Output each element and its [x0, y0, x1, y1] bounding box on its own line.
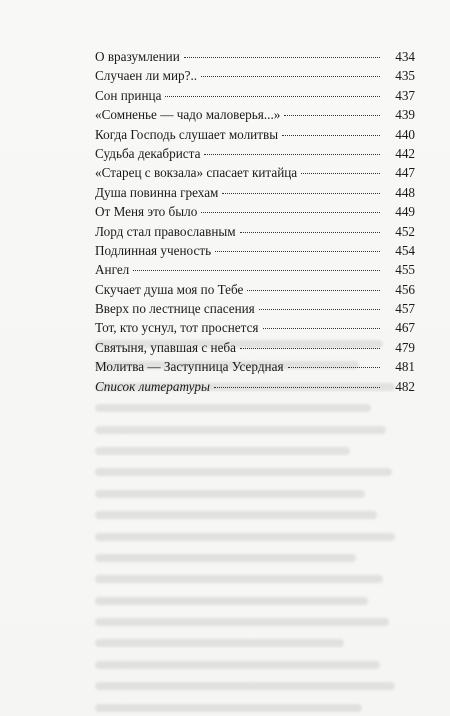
bleed-line [95, 554, 356, 562]
toc-entry [95, 47, 415, 66]
toc-entry-title: Ангел [95, 262, 130, 278]
toc-entry [95, 377, 415, 396]
toc-entry-title: «Старец с вокзала» спасает китайца [95, 165, 298, 181]
toc-entry-page-number: 442 [395, 145, 415, 161]
toc-leader-dots [288, 367, 380, 368]
toc-entry [95, 144, 415, 163]
toc-leader-dots [240, 348, 380, 349]
toc-leader-dots [215, 251, 380, 252]
bleed-line [95, 490, 365, 498]
toc-entry [95, 357, 415, 376]
toc-leader-dots [247, 290, 380, 291]
toc-entry-title: Святыня, упавшая с неба [95, 339, 236, 355]
toc-entry [95, 183, 415, 202]
table-of-contents [95, 47, 415, 396]
toc-entry-page-number: 454 [395, 242, 415, 258]
toc-leader-dots [201, 76, 380, 77]
toc-leader-dots [282, 135, 380, 136]
toc-entry [95, 125, 415, 144]
toc-leader-dots [214, 387, 380, 388]
toc-leader-dots [204, 154, 380, 155]
toc-entry-page-number: 467 [395, 320, 415, 336]
toc-leader-dots [133, 270, 380, 271]
toc-entry [95, 105, 415, 124]
toc-entry-title: Лорд стал православным [95, 223, 236, 239]
toc-entry [95, 163, 415, 182]
toc-entry-title: Случаен ли мир?.. [95, 68, 198, 84]
toc-leader-dots [263, 328, 380, 329]
toc-entry-title: Молитва — Заступница Усердная [95, 359, 284, 375]
toc-entry-title: Список литературы [95, 378, 210, 394]
toc-entry [95, 86, 415, 105]
toc-entry-page-number: 457 [395, 301, 415, 317]
toc-leader-dots [165, 96, 380, 97]
bleed-line [95, 447, 350, 455]
toc-entry-page-number: 482 [395, 378, 415, 394]
toc-entry-page-number: 456 [395, 281, 415, 297]
bleed-line [95, 533, 395, 541]
toc-leader-dots [284, 115, 380, 116]
toc-entry [95, 280, 415, 299]
toc-entry [95, 318, 415, 337]
toc-entry-title: Судьба декабриста [95, 145, 201, 161]
toc-entry-title: О вразумлении [95, 49, 180, 64]
toc-entry-title: Когда Господь слушает молитвы [95, 126, 279, 142]
toc-entry-title: От Меня это было [95, 204, 198, 220]
toc-entry-page-number: 449 [395, 204, 415, 220]
toc-leader-dots [259, 309, 380, 310]
bleed-line [95, 661, 380, 669]
toc-entry [95, 222, 415, 241]
bleed-line [95, 618, 389, 626]
toc-entry-page-number: 437 [395, 87, 415, 103]
toc-entry [95, 299, 415, 318]
toc-entry [95, 338, 415, 357]
bleed-line [95, 682, 395, 690]
toc-entry-title: Скучает душа моя по Тебе [95, 281, 244, 297]
bleed-line [95, 639, 344, 647]
toc-entry-page-number: 447 [395, 165, 415, 181]
toc-entry-title: Вверх по лестнице спасения [95, 301, 255, 317]
toc-entry-page-number: 434 [395, 49, 415, 64]
toc-leader-dots [184, 57, 380, 58]
toc-leader-dots [240, 232, 380, 233]
bleed-line [95, 511, 377, 519]
toc-leader-dots [201, 212, 380, 213]
bleed-line [95, 575, 383, 583]
toc-entry-page-number: 435 [395, 68, 415, 84]
bleed-line [95, 426, 386, 434]
toc-entry-page-number: 455 [395, 262, 415, 278]
toc-entry-page-number: 452 [395, 223, 415, 239]
bleed-line [95, 404, 371, 412]
toc-leader-dots [222, 193, 380, 194]
bleed-line [95, 704, 362, 712]
toc-entry-page-number: 440 [395, 126, 415, 142]
toc-entry-page-number: 479 [395, 339, 415, 355]
toc-entry-title: Сон принца [95, 87, 162, 103]
toc-entry [95, 66, 415, 85]
toc-entry [95, 260, 415, 279]
bleed-line [95, 468, 392, 476]
bleed-line [95, 597, 368, 605]
toc-entry [95, 241, 415, 260]
toc-entry-page-number: 439 [395, 107, 415, 123]
toc-entry-page-number: 481 [395, 359, 415, 375]
toc-leader-dots [301, 173, 380, 174]
toc-entry [95, 202, 415, 221]
toc-entry-title: Душа повинна грехам [95, 184, 219, 200]
toc-entry-page-number: 448 [395, 184, 415, 200]
toc-entry-title: «Сомненье — чадо маловерья...» [95, 107, 281, 123]
toc-entry-title: Тот, кто уснул, тот проснется [95, 320, 259, 336]
toc-entry-title: Подлинная ученость [95, 242, 212, 258]
